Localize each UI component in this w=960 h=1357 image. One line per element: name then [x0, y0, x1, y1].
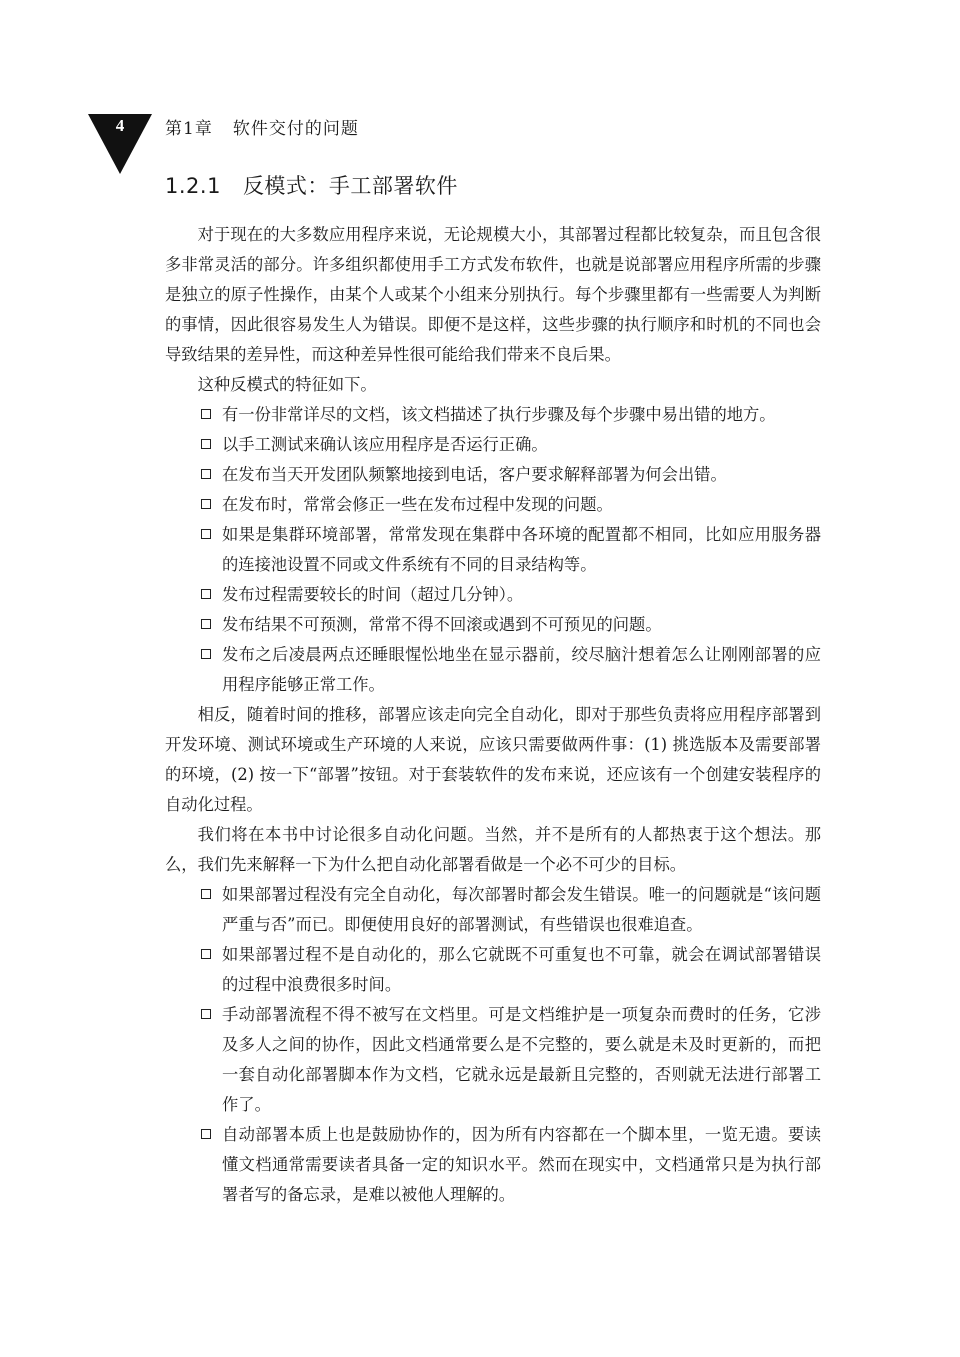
list-item: 手动部署流程不得不被写在文档里。可是文档维护是一项复杂而费时的任务，它涉及多人之间的协作，因此文档通常要么是不完整的，要么就是未及时更新的，而把一套自动化部署脚本作为文档，它就永远是最新且完整的，否则就无法进行部署工作了。: [165, 1000, 821, 1120]
paragraph-features-lead: 这种反模式的特征如下。: [197, 375, 377, 394]
checkbox-bullet-icon: [201, 649, 211, 659]
list-item: 在发布时，常常会修正一些在发布过程中发现的问题。: [165, 490, 821, 520]
checkbox-bullet-icon: [201, 529, 211, 539]
checkbox-bullet-icon: [201, 469, 211, 479]
checkbox-bullet-icon: [201, 619, 211, 629]
list-item: 发布过程需要较长的时间（超过几分钟）。: [165, 580, 821, 610]
list-item: 自动部署本质上也是鼓励协作的，因为所有内容都在一个脚本里，一览无遗。要读懂文档通常需要读者具备一定的知识水平。然而在现实中，文档通常只是为执行部署者写的备忘录，是难以被他人理解的。: [165, 1120, 821, 1210]
running-head: [165, 114, 359, 139]
checkbox-bullet-icon: [201, 949, 211, 959]
section-title: [165, 170, 458, 200]
automation-reasons-list: [165, 880, 821, 1210]
checkbox-bullet-icon: [201, 409, 211, 419]
chapter-label: 第1章: [165, 119, 213, 139]
section-number: 1.2.1: [165, 174, 221, 198]
list-item: 在发布当天开发团队频繁地接到电话，客户要求解释部署为何会出错。: [165, 460, 821, 490]
chapter-title: 软件交付的问题: [232, 119, 359, 139]
list-item: 如果部署过程没有完全自动化，每次部署时都会发生错误。唯一的问题就是“该问题严重与否”而已。即便使用良好的部署测试，有些错误也很难追查。: [165, 880, 821, 940]
list-item: 如果是集群环境部署，常常发现在集群中各环境的配置都不相同，比如应用服务器的连接池设置不同或文件系统有不同的目录结构等。: [165, 520, 821, 580]
list-item: 以手工测试来确认该应用程序是否运行正确。: [165, 430, 821, 460]
paragraph-reasons-lead: 我们将在本书中讨论很多自动化问题。当然，并不是所有的人都热衷于这个想法。那么，我们先来解释一下为什么把自动化部署看做是一个必不可少的目标。: [165, 825, 821, 874]
checkbox-bullet-icon: [201, 589, 211, 599]
antipattern-features-list: [165, 400, 821, 700]
checkbox-bullet-icon: [201, 499, 211, 509]
list-item: 如果部署过程不是自动化的，那么它就既不可重复也不可靠，就会在调试部署错误的过程中浪费很多时间。: [165, 940, 821, 1000]
list-item: 有一份非常详尽的文档，该文档描述了执行步骤及每个步骤中易出错的地方。: [165, 400, 821, 430]
checkbox-bullet-icon: [201, 1129, 211, 1139]
checkbox-bullet-icon: [201, 439, 211, 449]
section-heading: 反模式：手工部署软件: [242, 174, 458, 198]
checkbox-bullet-icon: [201, 1009, 211, 1019]
checkbox-bullet-icon: [201, 889, 211, 899]
list-item: 发布之后凌晨两点还睡眼惺忪地坐在显示器前，绞尽脑汁想着怎么让刚刚部署的应用程序能够正常工作。: [165, 640, 821, 700]
paragraph-automation: 相反，随着时间的推移，部署应该走向完全自动化，即对于那些负责将应用程序部署到开发环境、测试环境或生产环境的人来说，应该只需要做两件事：(1) 挑选版本及需要部署的环境，(2) 按一下“部署”按钮。对于套装软件的发布来说，还应该有一个创建安装程序的自动化过程。: [165, 705, 821, 814]
list-item: 发布结果不可预测，常常不得不回滚或遇到不可预见的问题。: [165, 610, 821, 640]
page-number: 4: [115, 116, 125, 135]
paragraph-intro: 对于现在的大多数应用程序来说，无论规模大小，其部署过程都比较复杂，而且包含很多非常灵活的部分。许多组织都使用手工方式发布软件，也就是说部署应用程序所需的步骤是独立的原子性操作，由某个人或某个小组来分别执行。每个步骤里都有一些需要人为判断的事情，因此很容易发生人为错误。即便不是这样，这些步骤的执行顺序和时机的不同也会导致结果的差异性，而这种差异性很可能给我们带来不良后果。: [165, 225, 821, 364]
body-text: [165, 220, 821, 1210]
